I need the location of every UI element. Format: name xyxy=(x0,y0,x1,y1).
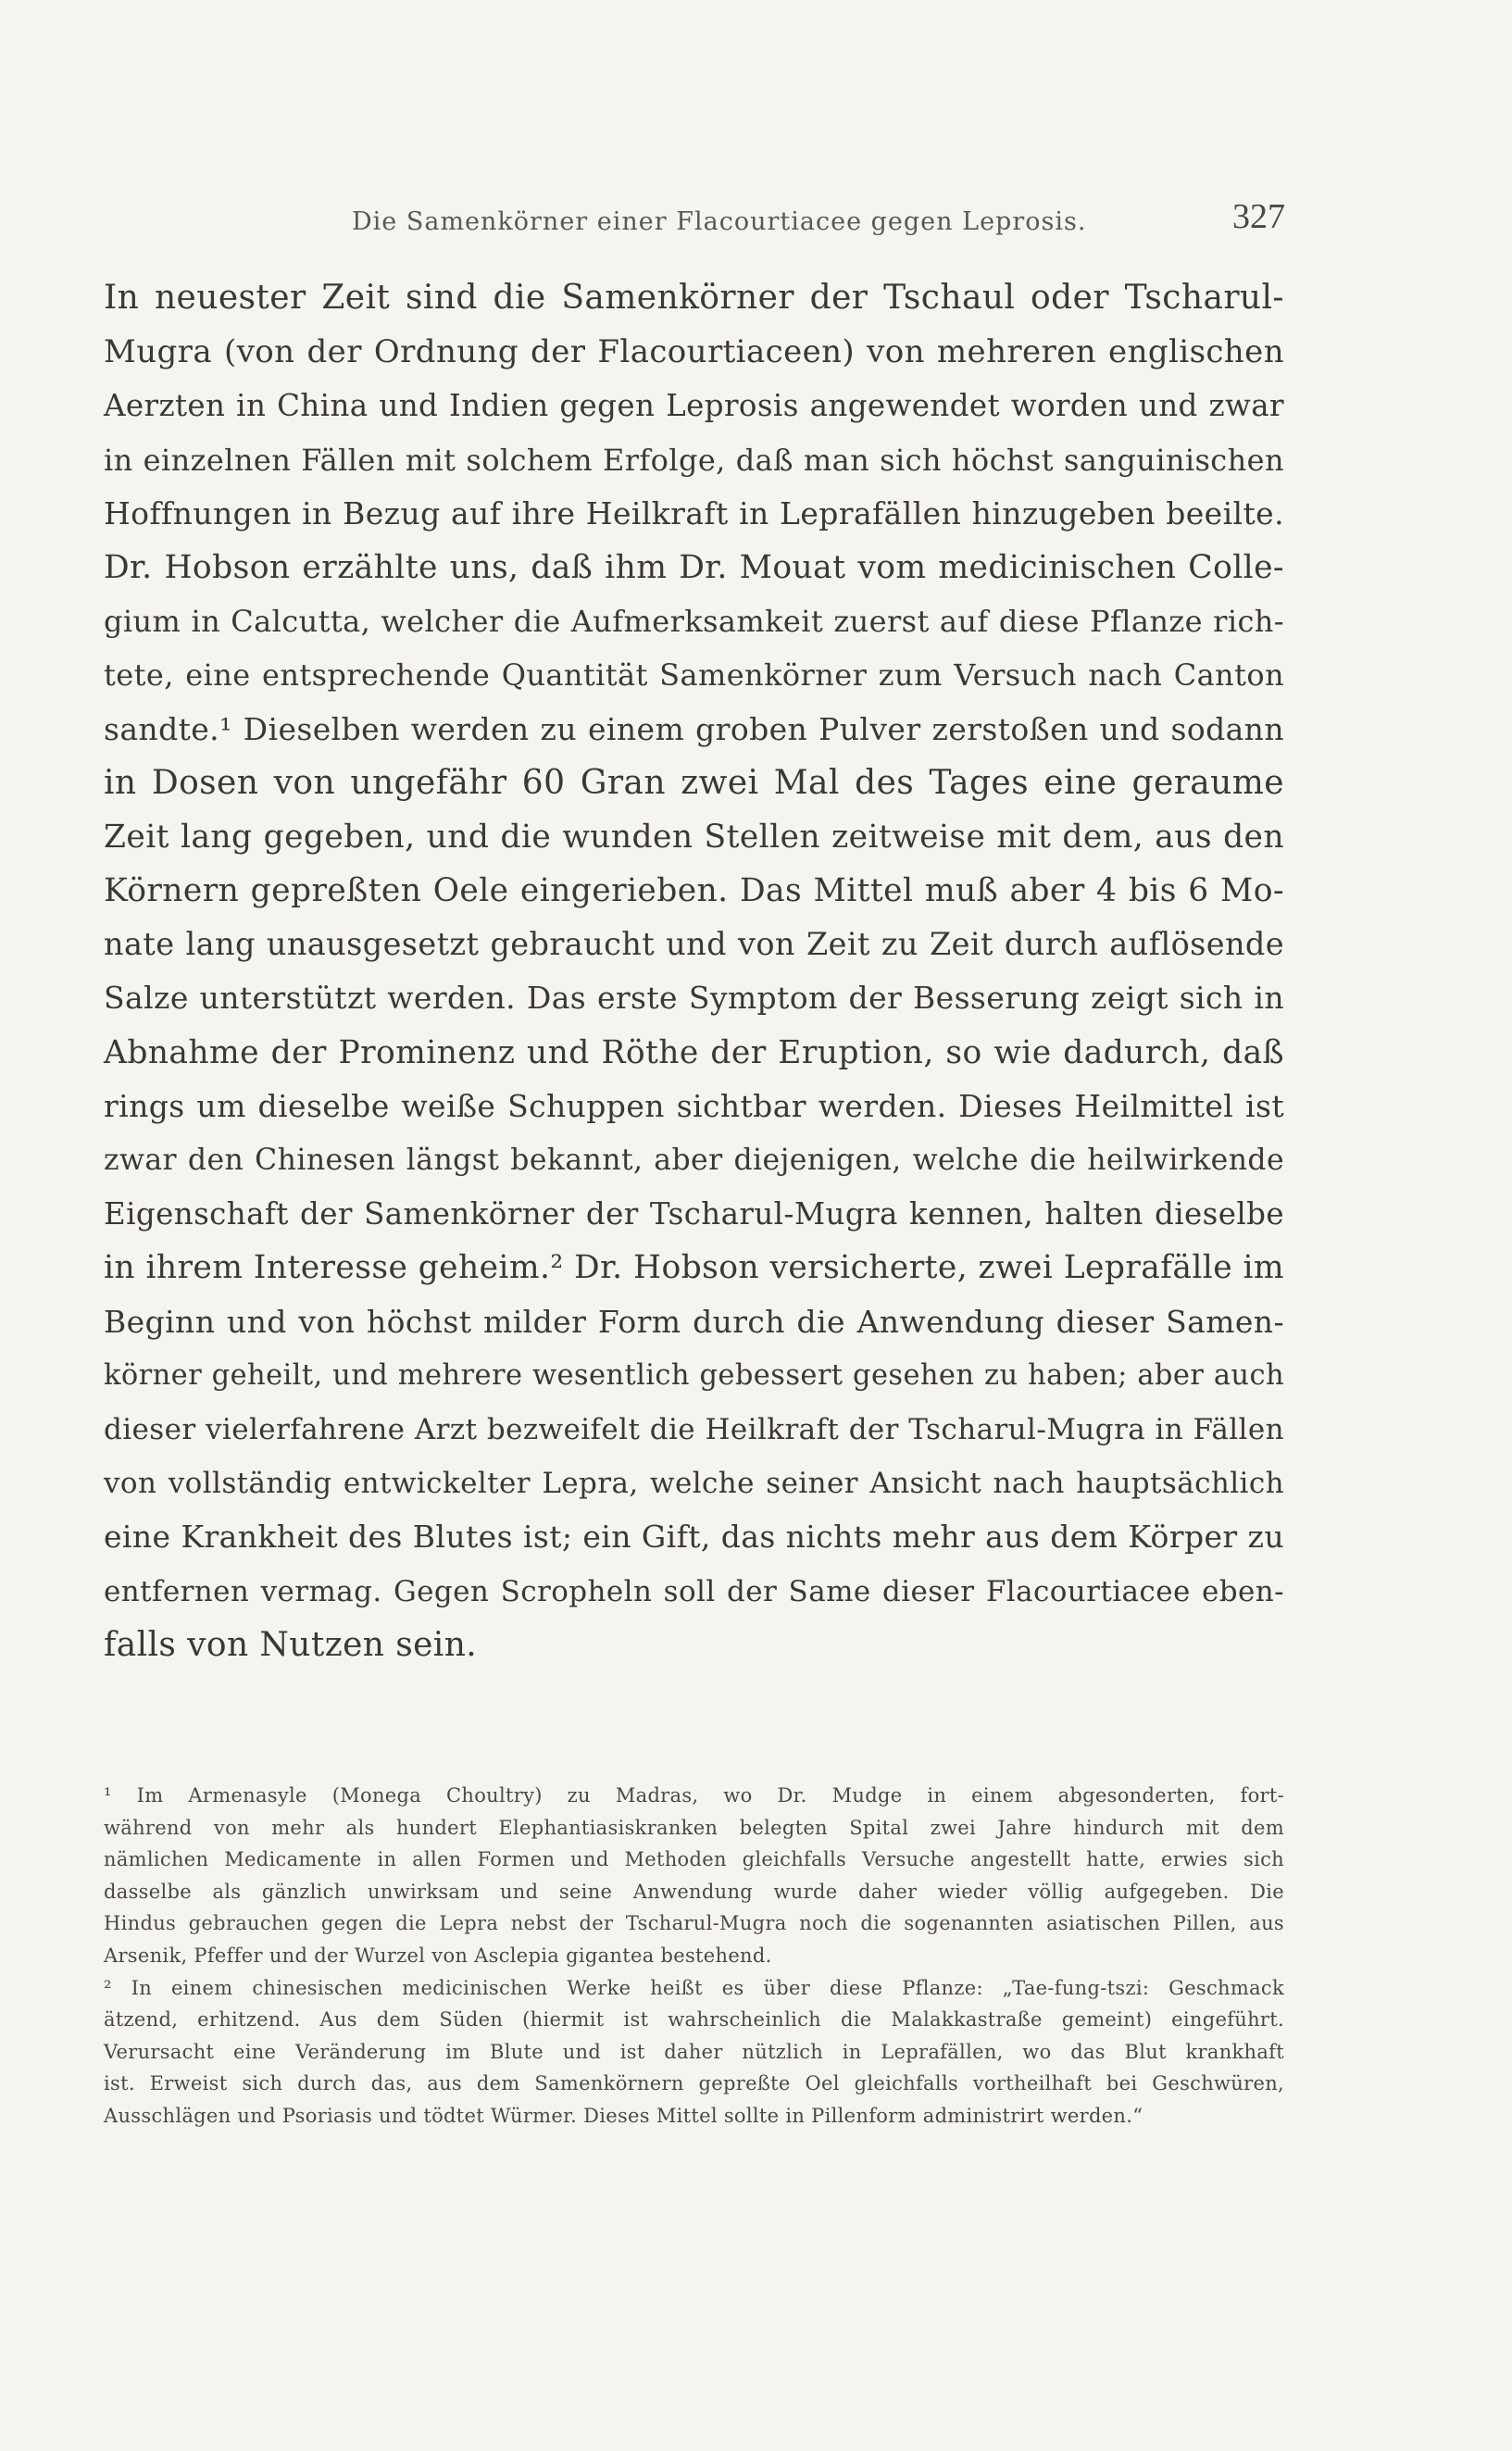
body-line: in einzelnen Fällen mit solchem Erfolge, daß man sich höchst sanguinischen xyxy=(104,442,1284,478)
footnote-line: Hindus gebrauchen gegen die Lepra nebst der Tscharul-Mugra noch die sogenannten asiatischen Pillen, aus xyxy=(104,1912,1284,1935)
footnote-line: Verursacht eine Veränderung im Blute und ist daher nützlich in Leprafällen, wo das Blut krankhaft xyxy=(104,2040,1284,2063)
footnote-line: nämlichen Medicamente in allen Formen und Methoden gleichfalls Versuche angestellt hatte, erwies sich xyxy=(104,1848,1284,1871)
body-line: Dr. Hobson erzählte uns, daß ihm Dr. Mouat vom medicinischen Colle- xyxy=(104,548,1284,586)
body-line: körner geheilt, und mehrere wesentlich gebessert gesehen zu haben; aber auch xyxy=(104,1358,1284,1392)
footnote-line: Arsenik, Pfeffer und der Wurzel von Asclepia gigantea bestehend. xyxy=(104,1944,772,1967)
body-line: Mugra (von der Ordnung der Flacourtiaceen) von mehreren englischen xyxy=(104,333,1284,371)
body-line: eine Krankheit des Blutes ist; ein Gift, das nichts mehr aus dem Körper zu xyxy=(104,1519,1284,1556)
body-line: Körnern gepreßten Oele eingerieben. Das Mittel muß aber 4 bis 6 Mo- xyxy=(104,872,1284,910)
body-line: sandte.¹ Dieselben werden zu einem groben Pulver zerstoßen und sodann xyxy=(104,710,1284,747)
running-head xyxy=(352,196,1285,252)
body-line: tete, eine entsprechende Quantität Samenkörner zum Versuch nach Canton xyxy=(104,657,1284,694)
body-line: nate lang unausgesetzt gebraucht und von Zeit zu Zeit durch auflösende xyxy=(104,926,1284,963)
footnote-line: ätzend, erhitzend. Aus dem Süden (hiermit ist wahrscheinlich die Malakkastraße gemeint) eingeführt. xyxy=(104,2008,1284,2032)
body-paragraph xyxy=(104,271,1284,1672)
footnote-line: ¹ Im Armenasyle (Monega Choultry) zu Madras, wo Dr. Mudge in einem abgesonderten, fort- xyxy=(104,1784,1284,1807)
footnote-line: dasselbe als gänzlich unwirksam und seine Anwendung wurde daher wieder völlig aufgegeben. Die xyxy=(104,1880,1284,1903)
footnote-line: ² In einem chinesischen medicinischen Werke heißt es über diese Pflanze: „Tae-fung-tszi: Geschmack xyxy=(104,1976,1284,1999)
body-line: Eigenschaft der Samenkörner der Tscharul-Mugra kennen, halten dieselbe xyxy=(104,1196,1284,1232)
body-line: In neuester Zeit sind die Samenkörner der Tschaul oder Tscharul- xyxy=(104,279,1284,317)
body-line: entfernen vermag. Gegen Scropheln soll der Same dieser Flacourtiacee eben- xyxy=(104,1574,1284,1608)
body-line: Zeit lang gegeben, und die wunden Stellen zeitweise mit dem, aus den xyxy=(104,818,1284,856)
body-line: von vollständig entwickelter Lepra, welche seiner Ansicht nach hauptsächlich xyxy=(104,1467,1284,1501)
body-line: in Dosen von ungefähr 60 Gran zwei Mal des Tages eine geraume xyxy=(104,763,1284,802)
body-line: zwar den Chinesen längst bekannt, aber diejenigen, welche die heilwirkende xyxy=(104,1144,1284,1177)
body-line: Beginn und von höchst milder Form durch die Anwendung dieser Samen- xyxy=(104,1303,1284,1340)
footnote-line: Ausschlägen und Psoriasis und tödtet Würmer. Dieses Mittel sollte in Pillenform administrirt werden.“ xyxy=(104,2104,1143,2127)
body-line: dieser vielerfahrene Arzt bezweifelt die Heilkraft der Tscharul-Mugra in Fällen xyxy=(104,1412,1284,1446)
body-line: in ihrem Interesse geheim.² Dr. Hobson versicherte, zwei Leprafälle im xyxy=(104,1249,1284,1287)
footnote-line: während von mehr als hundert Elephantiasiskranken belegten Spital zwei Jahre hindurch mit dem xyxy=(104,1816,1284,1839)
body-line: falls von Nutzen sein. xyxy=(104,1625,478,1664)
footnote-line: ist. Erweist sich durch das, aus dem Samenkörnern gepreßte Oel gleichfalls vortheilhaft bei Geschwüren, xyxy=(104,2072,1284,2095)
body-line: gium in Calcutta, welcher die Aufmerksamkeit zuerst auf diese Pflanze rich- xyxy=(104,604,1284,640)
body-line: Aerzten in China und Indien gegen Leprosis angewendet worden und zwar xyxy=(104,388,1284,424)
footnotes xyxy=(104,1780,1284,2132)
body-line: Hoffnungen in Bezug auf ihre Heilkraft in Leprafällen hinzugeben beeilte. xyxy=(104,494,1284,531)
running-title: Die Samenkörner einer Flacourtiacee gegen Leprosis. xyxy=(352,207,1087,236)
body-line: Abnahme der Prominenz und Röthe der Eruption, so wie dadurch, daß xyxy=(104,1033,1284,1071)
body-line: Salze unterstützt werden. Das erste Symptom der Besserung zeigt sich in xyxy=(104,980,1284,1017)
body-line: rings um dieselbe weiße Schuppen sichtbar werden. Dieses Heilmittel ist xyxy=(104,1087,1284,1124)
page-number: 327 xyxy=(1232,197,1285,236)
